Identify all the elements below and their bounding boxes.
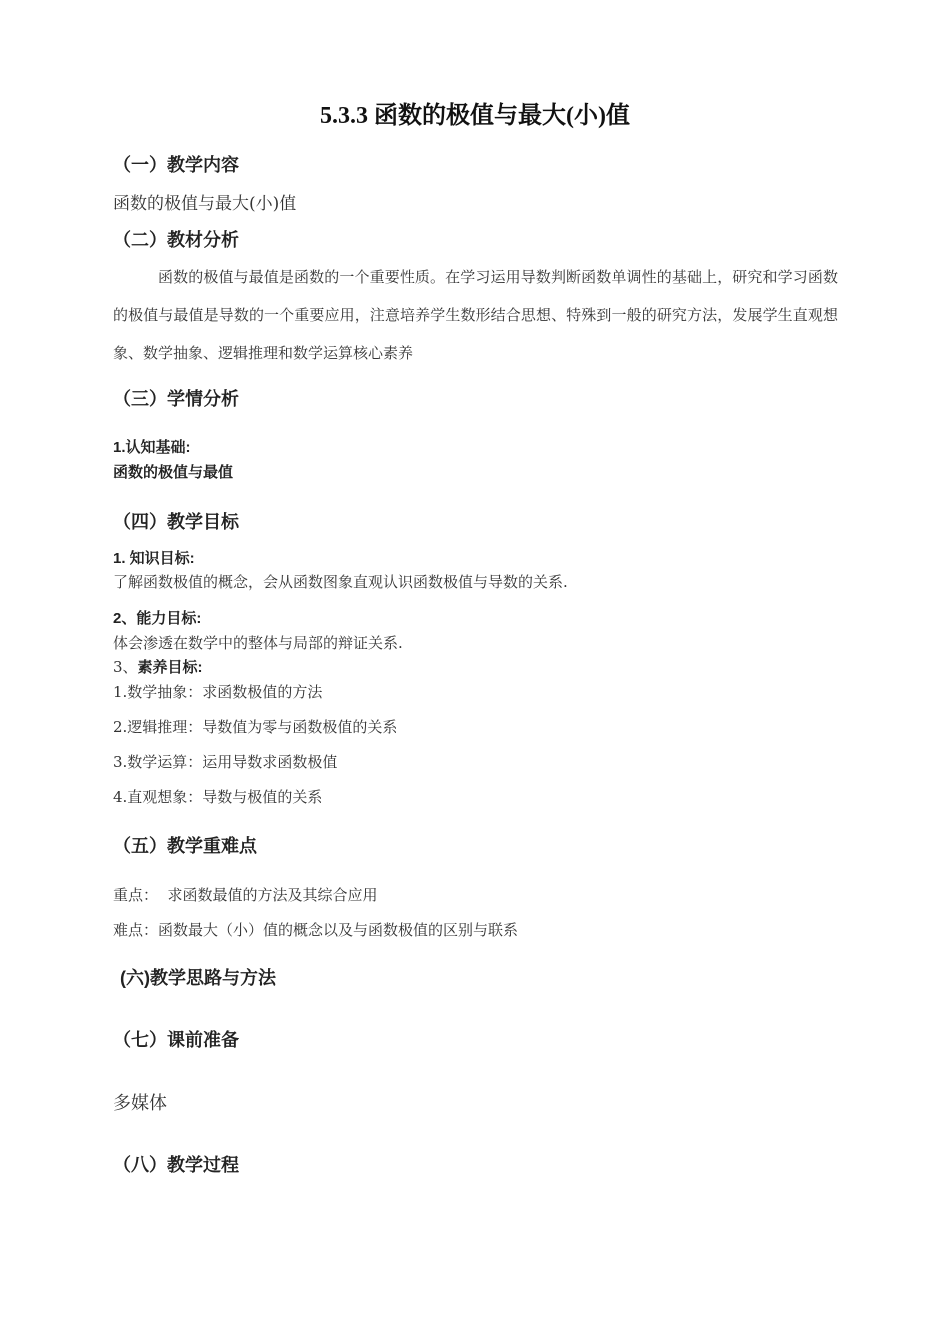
literacy-goal-label: 素养目标: (137, 659, 203, 676)
literacy-goal-number: 3、 (113, 658, 138, 676)
ability-goal-text: 体会渗透在数学中的整体与局部的辩证关系. (113, 634, 403, 652)
document-title: 5.3.3 函数的极值与最大(小)值 (320, 103, 630, 129)
literacy-item: 4.直观想象：导数与极值的关系 (113, 788, 323, 806)
heading-teaching-goals: （四）教学目标 (113, 512, 239, 532)
literacy-goal-heading (113, 656, 203, 677)
literacy-item: 1.数学抽象：求函数极值的方法 (113, 683, 323, 701)
preparation-text: 多媒体 (113, 1093, 167, 1114)
heading-key-difficult-points: （五）教学重难点 (113, 836, 257, 856)
heading-preparation: （七）课前准备 (113, 1030, 239, 1050)
knowledge-goal-text: 了解函数极值的概念，会从函数图象直观认识函数极值与导数的关系. (113, 573, 568, 591)
heading-student-analysis: （三）学情分析 (113, 389, 239, 409)
heading-teaching-content: （一）教学内容 (113, 155, 239, 175)
heading-teaching-method: (六)教学思路与方法 (120, 968, 276, 988)
literacy-item: 2.逻辑推理：导数值为零与函数极值的关系 (113, 718, 398, 736)
heading-textbook-analysis: （二）教材分析 (113, 230, 239, 250)
knowledge-goal-label: 1. 知识目标: (113, 550, 195, 567)
heading-teaching-process: （八）教学过程 (113, 1155, 239, 1175)
textbook-analysis-paragraph: 函数的极值与最值是函数的一个重要性质。在学习运用导数判断函数单调性的基础上，研究和学习函数的极值与最值是导数的一个重要应用，注意培养学生数形结合思想、特殊到一般的研究方法，发展学生直观想象、数学抽象、逻辑推理和数学运算核心素养 (113, 268, 838, 362)
literacy-item: 3.数学运算：运用导数求函数极值 (113, 753, 338, 771)
difficult-point-text: 难点：函数最大（小）值的概念以及与函数极值的区别与联系 (113, 921, 519, 939)
key-point-text: 重点： 求函数最值的方法及其综合应用 (113, 886, 378, 904)
teaching-content-text: 函数的极值与最大(小)值 (113, 194, 297, 214)
cognitive-basis-text: 函数的极值与最值 (113, 464, 234, 481)
cognitive-basis-label: 1.认知基础: (113, 439, 191, 456)
ability-goal-label: 2、能力目标: (113, 610, 202, 627)
